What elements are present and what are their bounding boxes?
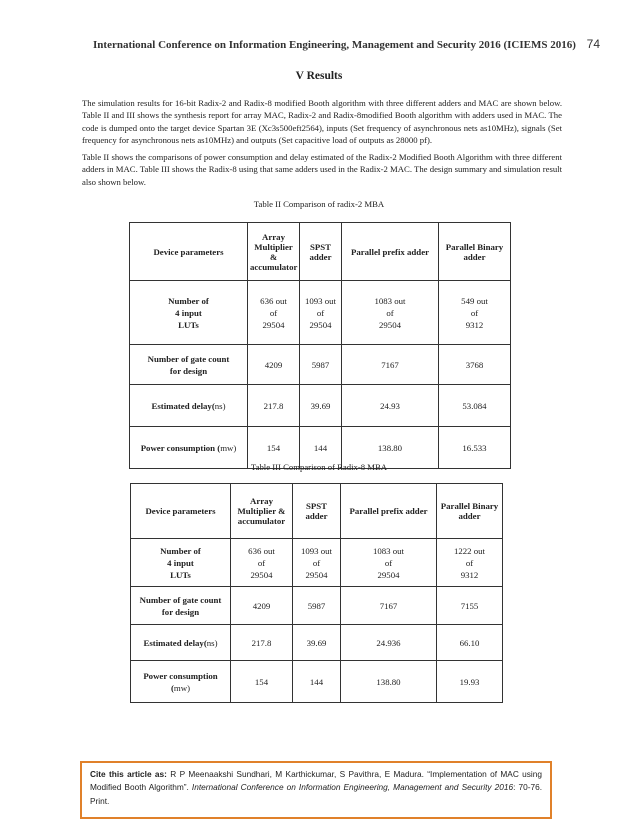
- column-header: Parallel Binary adder: [437, 484, 503, 539]
- citation-lead: Cite this article as:: [90, 769, 167, 779]
- table-cell: 66.10: [437, 625, 503, 661]
- row-label: Number of gate count for design: [130, 345, 248, 385]
- table-row: [130, 281, 511, 345]
- table-row: [130, 345, 511, 385]
- table-cell: 1093 out of 29504: [293, 539, 341, 587]
- citation-authors: R P Meenaakshi Sundhari, M Karthickumar, S Pavithra, E Madura. “Implementation of MAC using Modified Booth Algorithm”.: [90, 769, 543, 793]
- table-row: [130, 385, 511, 427]
- table2-caption: Table II Comparison of radix-2 MBA: [253, 199, 385, 209]
- table-row: [131, 661, 503, 703]
- table-cell: 549 out of 9312: [439, 281, 511, 345]
- row-label: Estimated delay(ns): [131, 625, 231, 661]
- table-cell: 24.936: [341, 625, 437, 661]
- table-cell: 5987: [300, 345, 342, 385]
- table-cell: 19.93: [437, 661, 503, 703]
- column-header: Parallel prefix adder: [342, 223, 439, 281]
- table-cell: 1222 out of 9312: [437, 539, 503, 587]
- table-cell: 24.93: [342, 385, 439, 427]
- table-cell: 7167: [342, 345, 439, 385]
- table-cell: 39.69: [293, 625, 341, 661]
- table-cell: 5987: [293, 587, 341, 625]
- row-label: Estimated delay(ns): [130, 385, 248, 427]
- table-cell: 154: [248, 427, 300, 469]
- table-cell: 1093 out of 29504: [300, 281, 342, 345]
- table2-radix2-comparison: [129, 222, 511, 469]
- paragraph-2: Table II shows the comparisons of power consumption and delay estimated of the Radix-2 Modified Booth Algorithm with three different adders in MAC. Table III shows the Radix-8 using that same adders used in the Radix-2 MAC. The design summary and simulation result also shown below.: [82, 152, 562, 187]
- paragraph-1: The simulation results for 16-bit Radix-2 and Radix-8 modified Booth algorithm with three different adders and MAC are shown below. Table II and III shows the synthesis report for array MAC, Radix-2 and Radix-8modified Booth algorithm with adders used in MAC. The code is dumped onto the target device Spartan 3E (Xc3s500eft2564), inputs (Set frequency of asynchronous nets as10MHz), signals (Set frequency for asynchronous nets as10MHz) and outputs (Set capacitive load of outputs as 28000 pf).: [82, 98, 562, 145]
- row-label: Number of gate count for design: [131, 587, 231, 625]
- column-header: Device parameters: [130, 223, 248, 281]
- table-cell: 138.80: [342, 427, 439, 469]
- table-cell: 4209: [248, 345, 300, 385]
- table-cell: 53.084: [439, 385, 511, 427]
- table-header-row: [131, 484, 503, 539]
- table-cell: 4209: [231, 587, 293, 625]
- table-cell: 636 out of 29504: [231, 539, 293, 587]
- column-header: Device parameters: [131, 484, 231, 539]
- table-row: [131, 625, 503, 661]
- table-cell: 1083 out of 29504: [341, 539, 437, 587]
- table-cell: 144: [293, 661, 341, 703]
- table-row: [131, 539, 503, 587]
- column-header: SPST adder: [300, 223, 342, 281]
- header-title: International Conference on Information Engineering, Management and Security 2016 (ICIEMS 2016): [93, 39, 576, 51]
- row-label: Power consumption (mw): [131, 661, 231, 703]
- table-cell: 7167: [341, 587, 437, 625]
- column-header: Array Multiplier & accumulator: [248, 223, 300, 281]
- table-cell: 154: [231, 661, 293, 703]
- table-cell: 217.8: [231, 625, 293, 661]
- table-cell: 1083 out of 29504: [342, 281, 439, 345]
- table-cell: 16.533: [439, 427, 511, 469]
- table3-caption: Table III Comparison of Radix-8 MBA: [250, 462, 388, 472]
- row-label: Number of 4 input LUTs: [131, 539, 231, 587]
- page-number: 74: [586, 37, 600, 51]
- table-cell: 39.69: [300, 385, 342, 427]
- table3-radix8-comparison: [130, 483, 503, 703]
- table-cell: 217.8: [248, 385, 300, 427]
- row-label: Power consumption (mw): [130, 427, 248, 469]
- column-header: SPST adder: [293, 484, 341, 539]
- table-cell: 636 out of 29504: [248, 281, 300, 345]
- table-row: [131, 587, 503, 625]
- citation-pages: : 70-76. Print.: [90, 782, 542, 806]
- column-header: Array Multiplier & accumulator: [231, 484, 293, 539]
- column-header: Parallel prefix adder: [341, 484, 437, 539]
- table-cell: 3768: [439, 345, 511, 385]
- table-header-row: [130, 223, 511, 281]
- table-cell: 138.80: [341, 661, 437, 703]
- table-cell: 144: [300, 427, 342, 469]
- row-label: Number of 4 input LUTs: [130, 281, 248, 345]
- citation-box: [80, 761, 552, 819]
- table-cell: 7155: [437, 587, 503, 625]
- citation-venue: International Conference on Information Engineering, Management and Security 2016: [191, 782, 514, 793]
- running-header: [60, 37, 600, 51]
- column-header: Parallel Binary adder: [439, 223, 511, 281]
- section-title: V Results: [295, 70, 343, 82]
